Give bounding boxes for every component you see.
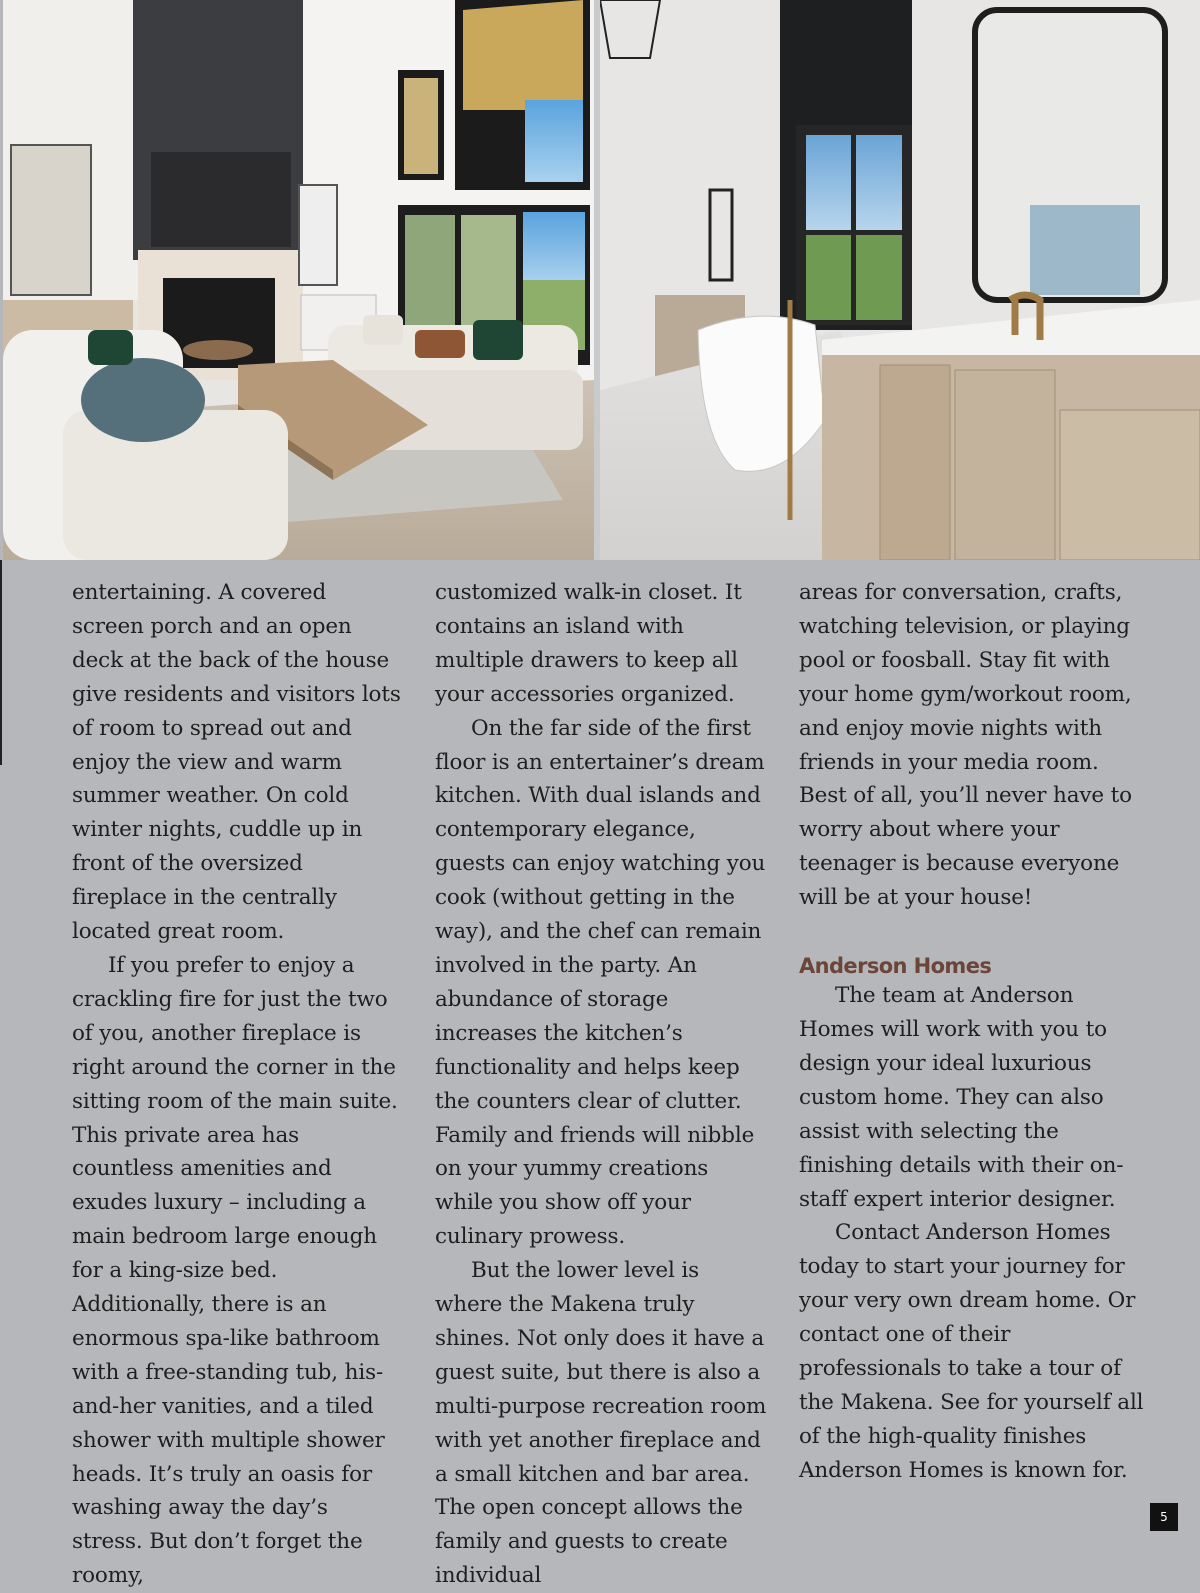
bathroom-photo: [600, 0, 1200, 560]
paragraph: Contact Anderson Homes today to start your journey for your very own dream home. Or contact one of their professionals to take a tour of the Makena. See for yourself all of the high-quality finishes Anderson Homes is known for.: [799, 1220, 1144, 1483]
photo-strip: [0, 0, 1200, 560]
paragraph: customized walk-in closet. It contains an island with multiple drawers to keep all your accessories organized.: [435, 580, 742, 707]
paragraph: But the lower level is where the Makena truly shines. Not only does it have a guest suite, but there is also a multi-purpose recreation room with yet another fireplace and a small kitchen and bar area. The open concept allows the family and guests to create individual: [435, 1258, 767, 1589]
paragraph: On the far side of the first floor is an entertainer’s dream kitchen. With dual islands and contemporary elegance, guests can enjoy watching you cook (without getting in the way), and the chef can remain involved in the party. An abundance of storage increases the kitchen’s functionality and helps keep the counters clear of clutter. Family and friends will nibble on your yummy creations while you show off your culinary prowess.: [435, 715, 766, 1250]
article-column-2: [435, 576, 770, 1593]
paragraph: If you prefer to enjoy a crackling fire for just the two of you, another fireplace is right around the corner in the sitting room of the main suite. This private area has countless amenities and exudes luxury – including a main bedroom large enough for a king-size bed. Additionally, there is an enormous spa-like bathroom with a free-standing tub, his-and-her vanities, and a tiled shower with multiple shower heads. It’s truly an oasis for washing away the day’s stress. But don’t forget the roomy,: [72, 952, 398, 1589]
paragraph: The team at Anderson Homes will work with you to design your ideal luxurious custom home. They can also assist with selecting the finishing details with their on-staff expert interior designer.: [799, 983, 1124, 1212]
article-column-3: [799, 576, 1144, 1488]
article-column-1: [72, 576, 402, 1593]
page-number: 5: [1150, 1503, 1178, 1531]
paragraph: entertaining. A covered screen porch and an open deck at the back of the house give residents and visitors lots of room to spread out and enjoy the view and warm summer weather. On cold winter nights, cuddle up in front of the oversized fireplace in the centrally located great room.: [72, 580, 401, 945]
section-heading: Anderson Homes: [799, 954, 992, 979]
margin-rule: [0, 560, 2, 765]
living-room-photo: [3, 0, 594, 560]
paragraph: areas for conversation, crafts, watching television, or playing pool or foosball. Stay fit with your home gym/workout room, and enjoy movie nights with friends in your media room. Best of all, you’ll never have to worry about where your teenager is because everyone will be at your house!: [799, 580, 1132, 911]
